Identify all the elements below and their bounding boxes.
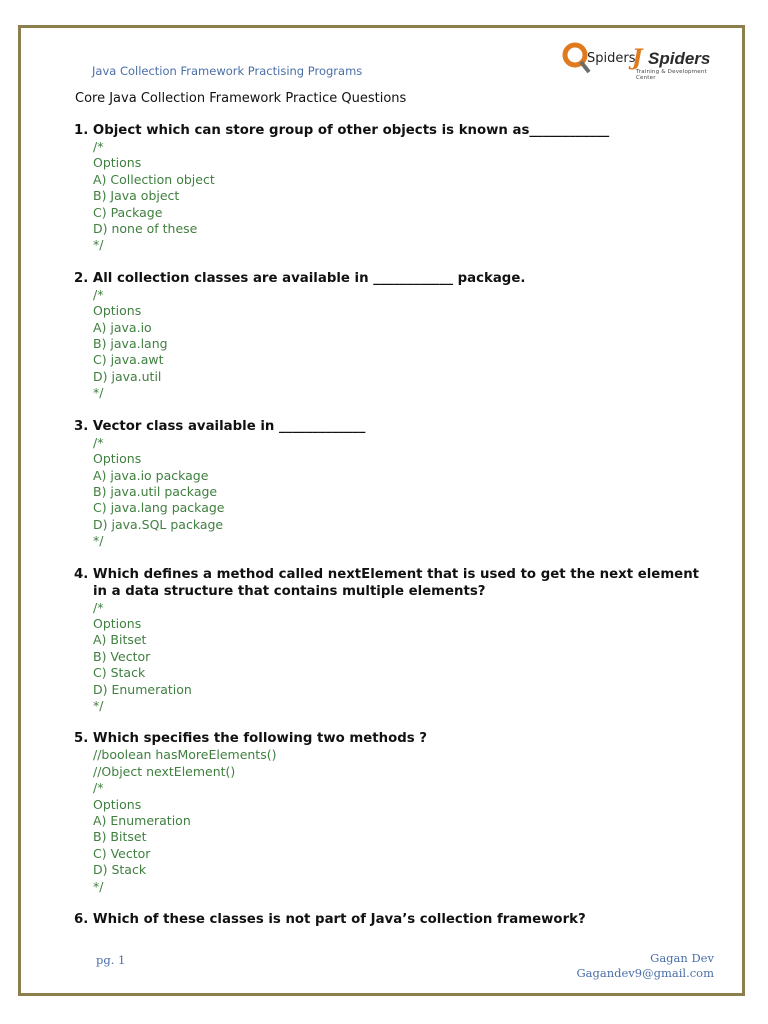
question-item — [74, 730, 714, 895]
question-text: 2. All collection classes are available in ____________ package. — [74, 270, 526, 286]
option-line: C) Stack — [93, 665, 146, 681]
option-line: A) java.io package — [93, 467, 209, 483]
jspiders-logo-tagline: Training & Development Center — [636, 69, 707, 81]
option-line: D) Stack — [93, 862, 147, 878]
option-line: */ — [93, 697, 104, 713]
question-text: 1. Object which can store group of other objects is known as____________ — [74, 123, 610, 138]
option-line: */ — [93, 237, 104, 253]
logos — [562, 40, 712, 82]
question-item — [74, 418, 714, 550]
option-line: Options — [93, 615, 142, 631]
option-line: //boolean hasMoreElements() — [93, 747, 277, 763]
option-line: D) java.SQL package — [93, 516, 224, 532]
page-number: pg. 1 — [96, 953, 126, 967]
option-line: Options — [93, 155, 142, 171]
option-line: D) Enumeration — [93, 681, 192, 697]
option-line: C) Package — [93, 204, 163, 220]
question-item — [74, 122, 714, 254]
option-line: B) Bitset — [93, 829, 147, 845]
option-line: */ — [93, 878, 104, 894]
question-item — [74, 566, 714, 715]
option-line: */ — [93, 385, 104, 401]
document-title: Core Java Collection Framework Practice Questions — [75, 91, 407, 106]
option-line: C) java.lang package — [93, 500, 225, 516]
option-line: /* — [93, 139, 104, 154]
questions-list — [74, 122, 714, 944]
header-subtitle: Java Collection Framework Practising Programs — [92, 64, 363, 78]
option-line: */ — [93, 533, 104, 549]
option-line: /* — [93, 286, 104, 302]
author-info — [576, 951, 714, 981]
option-line: B) Java object — [93, 188, 180, 204]
option-line: A) Enumeration — [93, 813, 191, 828]
option-line: D) none of these — [93, 221, 198, 237]
option-line: D) java.util — [93, 368, 162, 384]
option-line: A) Collection object — [93, 171, 215, 187]
question-text: 4. Which defines a method called nextElement that is used to get the next element in a data structure that contains multiple elements? — [74, 566, 700, 599]
question-item — [74, 270, 714, 402]
option-line: A) Bitset — [93, 632, 147, 648]
option-line: //Object nextElement() — [93, 763, 236, 779]
question-text: 3. Vector class available in _____________ — [74, 418, 366, 434]
option-line: B) Vector — [93, 648, 151, 664]
jspiders-logo-text: Spiders — [648, 49, 711, 68]
option-line: /* — [93, 599, 104, 615]
option-line: B) java.util package — [93, 483, 218, 499]
question-item — [74, 911, 714, 928]
option-line: Options — [93, 451, 142, 467]
option-line: /* — [93, 434, 104, 450]
author-name: Gagan Dev — [650, 951, 714, 965]
option-line: C) java.awt — [93, 352, 164, 368]
author-email: Gagandev9@gmail.com — [576, 966, 714, 980]
option-line: /* — [93, 780, 104, 796]
question-text: 5. Which specifies the following two methods ? — [74, 731, 428, 747]
option-line: A) java.io — [93, 319, 152, 335]
option-line: B) java.lang — [93, 336, 168, 352]
option-line: Options — [93, 796, 142, 812]
option-line: C) Vector — [93, 845, 151, 861]
question-text: 6. Which of these classes is not part of Java’s collection framework? — [74, 912, 586, 928]
option-line: Options — [93, 303, 142, 319]
qspiders-logo-text: Spiders — [587, 51, 636, 66]
jspiders-logo-letter: J — [632, 45, 643, 71]
